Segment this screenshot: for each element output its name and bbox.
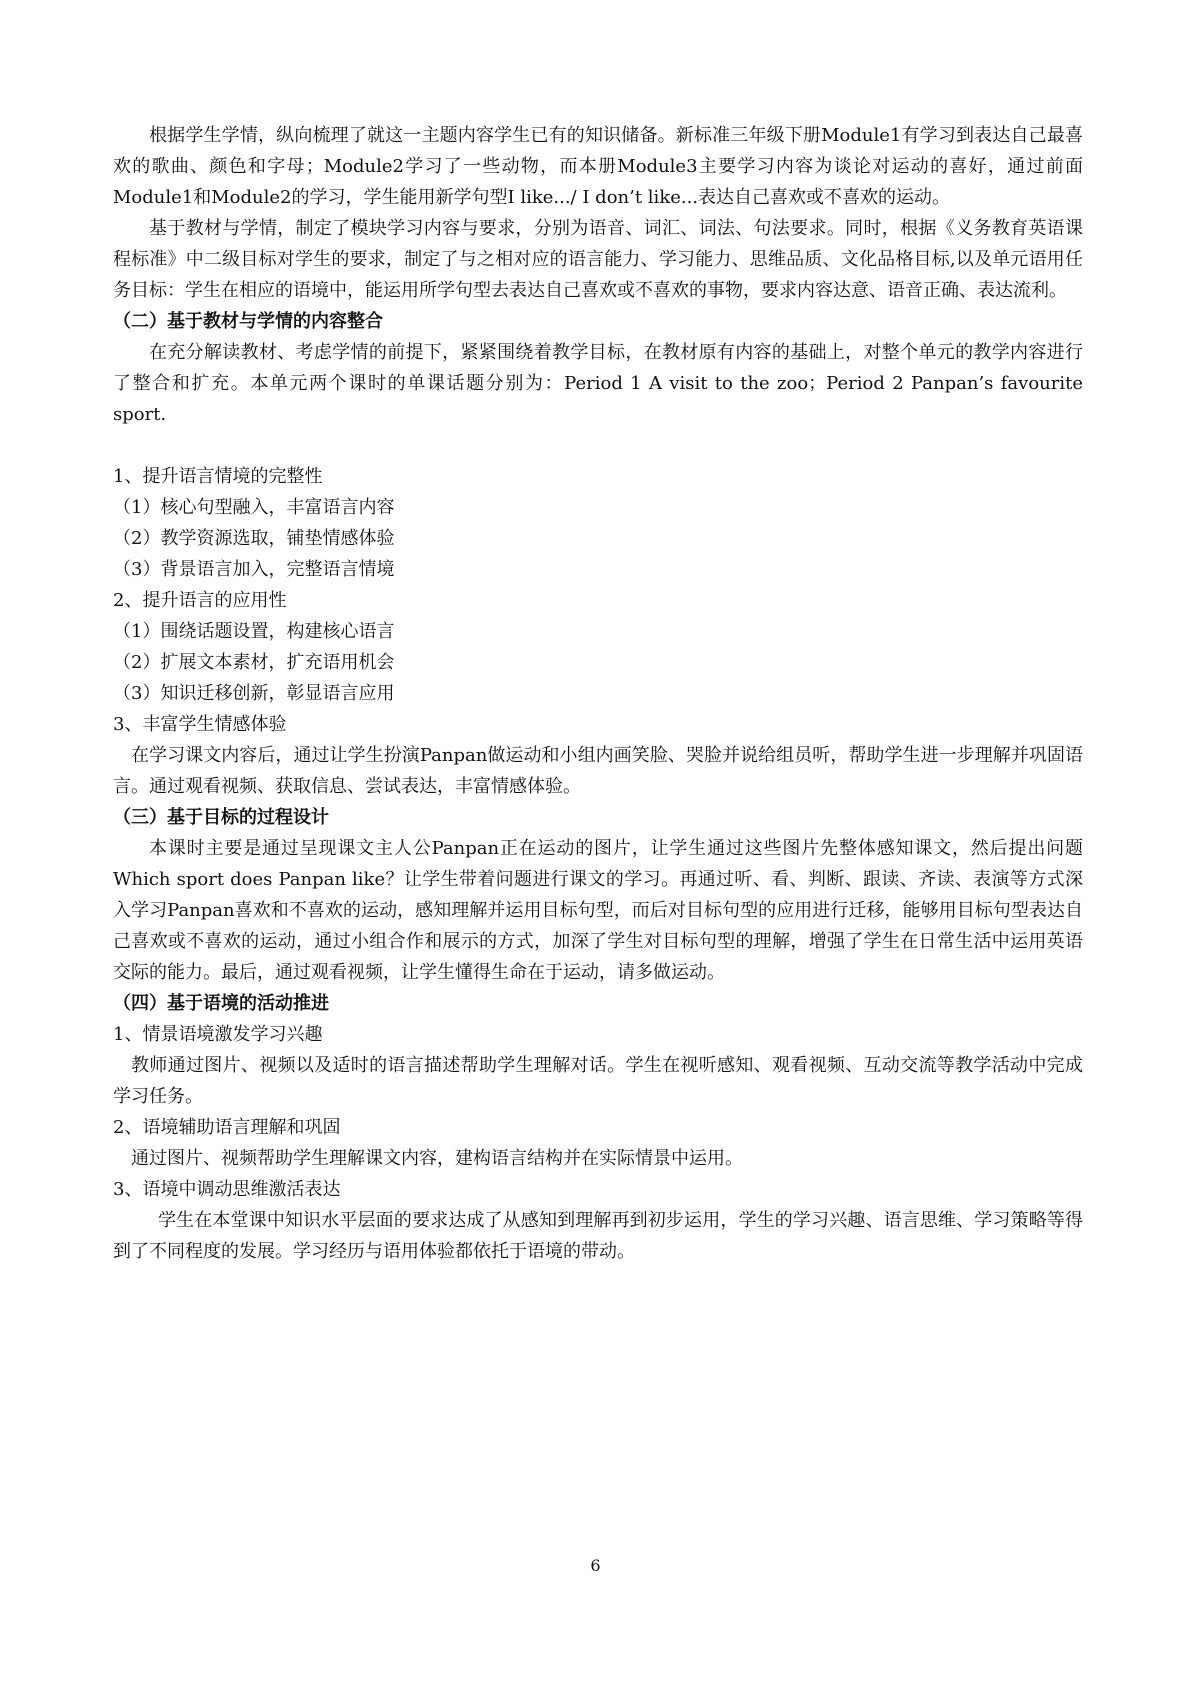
paragraph-module-goals: 基于教材与学情，制定了模块学习内容与要求，分别为语音、词汇、词法、句法要求。同时，根据《义务教育英语课程标准》中二级目标对学生的要求，制定了与之相对应的语言能力、学习能力、思维品质、文化品格目标,以及单元语用任务目标：学生在相应的语境中，能运用所学句型去表达自己喜欢或不喜欢的事物，要求内容达意、语音正确、表达流利。 [113,218,1083,301]
paragraph-prior-knowledge: 根据学生学情，纵向梳理了就这一主题内容学生已有的知识储备。新标准三年级下册Module1有学习到表达自己最喜欢的歌曲、颜色和字母；Module2学习了一些动物，而本册Module3主要学习内容为谈论对运动的喜好，通过前面Module1和Module2的学习，学生能用新学句型I like.../ I don’t like...表达自己喜欢或不喜欢的运动。 [113,125,1083,208]
list-subitem: （3）知识迁移创新，彰显语言应用 [113,683,395,704]
paragraph-context-interest: 教师通过图片、视频以及适时的语言描述帮助学生理解对话。学生在视听感知、观看视频、互动交流等教学活动中完成学习任务。 [113,1055,1083,1107]
list-subitem: （2）教学资源选取，铺垫情感体验 [113,528,395,549]
list-item: 1、提升语言情境的完整性 [113,466,323,487]
document-body [113,120,1083,1267]
page-number: 6 [590,1556,601,1575]
paragraph-context-expression: 学生在本堂课中知识水平层面的要求达成了从感知到理解再到初步运用，学生的学习兴趣、语言思维、学习策略等得到了不同程度的发展。学习经历与语用体验都依托于语境的带动。 [113,1210,1083,1262]
list-subitem: （3）背景语言加入，完整语言情境 [113,559,395,580]
list-subitem: （1）核心句型融入，丰富语言内容 [113,497,395,518]
list-item: 2、提升语言的应用性 [113,590,287,611]
list-subitem: （1）围绕话题设置，构建核心语言 [113,621,395,642]
blank-line [113,430,1083,461]
paragraph-process-design: 本课时主要是通过呈现课文主人公Panpan正在运动的图片，让学生通过这些图片先整体感知课文，然后提出问题Which sport does Panpan like？让学生带着问题进行课文的学习。再通过听、看、判断、跟读、齐读、表演等方式深入学习Panpan喜欢和不喜欢的运动，感知理解并运用目标句型，而后对目标句型的应用进行迁移，能够用目标句型表达自己喜欢或不喜欢的运动，通过小组合作和展示的方式，加深了学生对目标句型的理解，增强了学生在日常生活中运用英语交际的能力。最后，通过观看视频，让学生懂得生命在于运动，请多做运动。 [113,838,1083,983]
paragraph-context-understanding: 通过图片、视频帮助学生理解课文内容，建构语言结构并在实际情景中运用。 [131,1148,743,1169]
list-item: 2、语境辅助语言理解和巩固 [113,1117,341,1138]
list-item: 3、语境中调动思维激活表达 [113,1179,341,1200]
list-subitem: （2）扩展文本素材，扩充语用机会 [113,652,395,673]
section-heading-activity-progression: （四）基于语境的活动推进 [113,993,329,1014]
list-item: 1、情景语境激发学习兴趣 [113,1024,323,1045]
list-item: 3、丰富学生情感体验 [113,714,287,735]
section-heading-process-design: （三）基于目标的过程设计 [113,807,329,828]
paragraph-content-integration: 在充分解读教材、考虑学情的前提下，紧紧围绕着教学目标，在教材原有内容的基础上，对整个单元的教学内容进行了整合和扩充。本单元两个课时的单课话题分别为：Period 1 A visit to the zoo；Period 2 Panpan’s favourite sport. [113,342,1083,425]
section-heading-content-integration: （二）基于教材与学情的内容整合 [113,311,383,332]
paragraph-emotional-experience: 在学习课文内容后，通过让学生扮演Panpan做运动和小组内画笑脸、哭脸并说给组员听，帮助学生进一步理解并巩固语言。通过观看视频、获取信息、尝试表达，丰富情感体验。 [113,745,1083,797]
